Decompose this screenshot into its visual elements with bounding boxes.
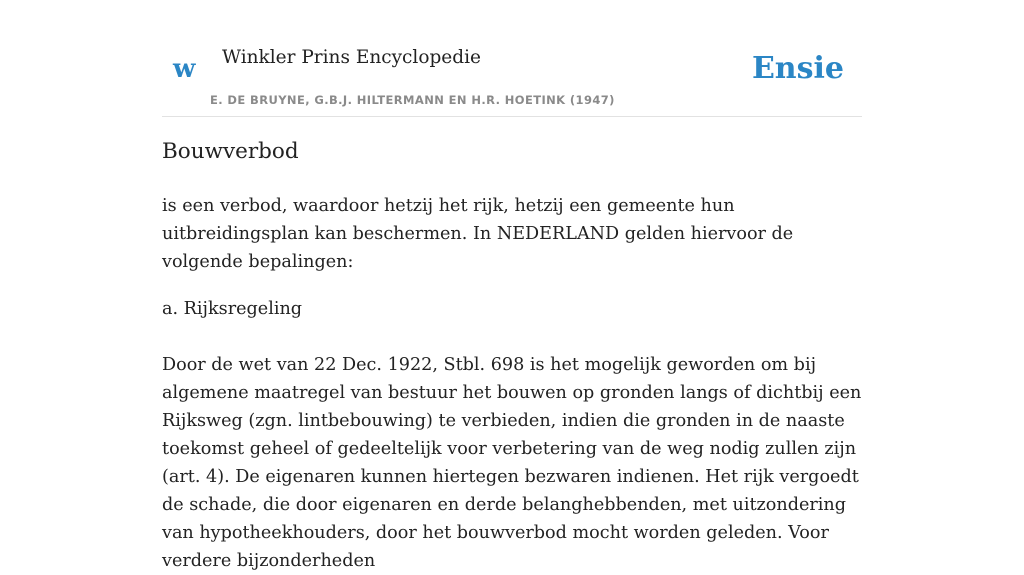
- article-content: [162, 138, 862, 575]
- logo-w-icon[interactable]: w: [173, 54, 196, 84]
- body-paragraph: Door de wet van 22 Dec. 1922, Stbl. 698 is het mogelijk geworden om bij algemene maatregel van bestuur het bouwen op gronden langs of dichtbij een Rijksweg (zgn. lintbebouwing) te verbieden, indien die gronden in de naaste toekomst geheel of gedeeltelijk voor verbetering van de weg nodig zullen zijn (art. 4). De eigenaren kunnen hiertegen bezwaren indienen. Het rijk vergoedt de schade, die door eigenaren en derde belanghebbenden, met uitzondering van hypotheekhouders, door het bouwverbod mocht worden geleden. Voor verdere bijzonderheden: [162, 354, 862, 571]
- author-byline: E. DE BRUYNE, G.B.J. HILTERMANN EN H.R. HOETINK (1947): [210, 93, 615, 107]
- intro-paragraph: is een verbod, waardoor hetzij het rijk, hetzij een gemeente hun uitbreidingsplan kan beschermen. In NEDERLAND gelden hiervoor de volgende bepalingen:: [162, 195, 794, 272]
- site-title[interactable]: Winkler Prins Encyclopedie: [222, 47, 481, 68]
- ensie-logo[interactable]: Ensie: [751, 51, 844, 86]
- subheading-rijksregeling: a. Rijksregeling: [162, 298, 303, 319]
- site-header: [162, 38, 862, 117]
- entry-title: Bouwverbod: [162, 139, 299, 164]
